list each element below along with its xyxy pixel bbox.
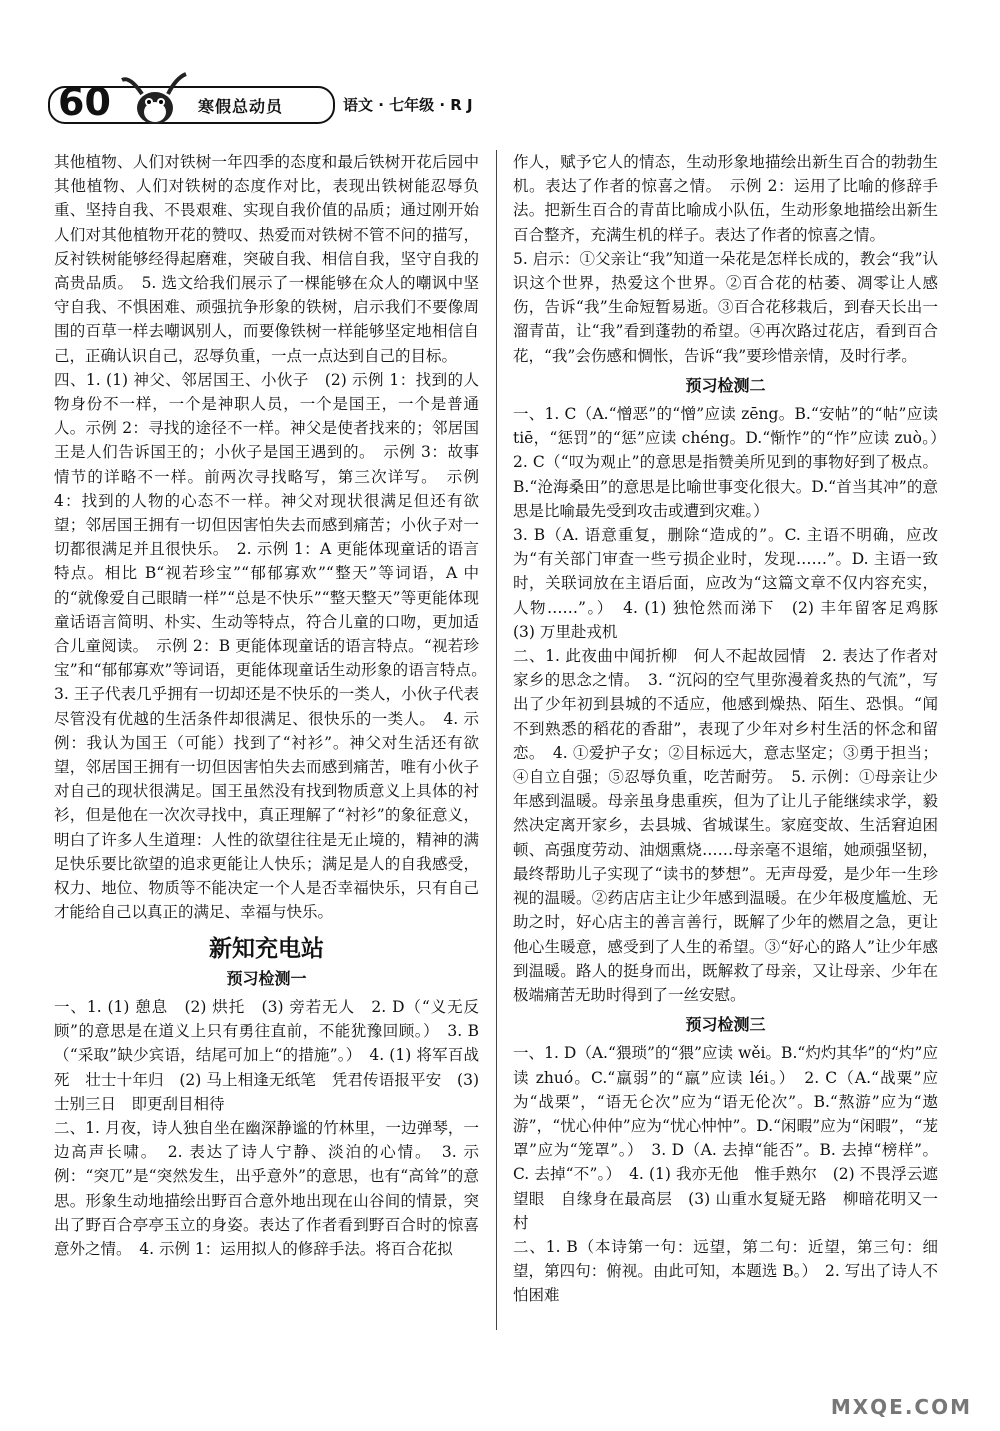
- page-header: [28, 80, 498, 126]
- series-title: 寒假总动员: [198, 97, 284, 116]
- answer-paragraph: 其他植物、人们对铁树一年四季的态度和最后铁树开花后园中其他植物、人们对铁树的态度作对比，表现出铁树能忍辱负重、坚持自我、不畏艰难、实现自我价值的品质；通过刚开始人们对其他植物开花的赞叹、热爱而对铁树不管不问的描写，反衬铁树能够经得起磨难，突破自我、相信自我，坚守自我的高贵品质。 5. 选文给我们展示了一棵能够在众人的嘲讽中坚守自我、不惧困难、顽强抗争形象的铁树，启示我们不要像周围的百草一样去嘲讽别人，而要像铁树一样能够坚定地相信自己，正确认识自己，忍辱负重，一点一点达到自己的目标。: [54, 153, 479, 365]
- subsection-title: 预习检测二: [685, 375, 766, 395]
- subsection-title: 预习检测三: [685, 1015, 766, 1035]
- answer-paragraph: 作人，赋予它人的情态，生动形象地描绘出新生百合的勃勃生机。表达了作者的惊喜之情。 示例 2：运用了比喻的修辞手法。把新生百合的青苗比喻成小队伍，生动形象地描绘出新生百合整齐，充满生机的样子。表达了作者的惊喜之情。: [513, 153, 938, 244]
- answer-paragraph: 二、1. 月夜，诗人独自坐在幽深静谧的竹林里，一边弹琴，一边高声长啸。 2. 表达了诗人宁静、淡泊的心情。 3. 示例：“突兀”是“突然发生，出乎意外”的意思，也有“高耸”的意思。形象生动地描绘出野百合意外地出现在山谷间的情景，突出了野百合亭亭玉立的身姿。表达了作者看到野百合时的惊喜意外之情。 4. 示例 1：运用拟人的修辞手法。将百合花拟: [54, 1118, 479, 1258]
- watermark: MXQE.COM: [830, 1395, 972, 1419]
- left-column: [54, 150, 495, 1261]
- answer-paragraph: 5. 启示：①父亲让“我”知道一朵花是怎样长成的，教会“我”认识这个世界，热爱这个世界。②百合花的枯萎、凋零让人感伤，告诉“我”生命短暂易逝。③百合花移栽后，到春天长出一溜青苗，让“我”看到蓬勃的希望。④再次路过花店，看到百合花，“我”会伤感和惆怅，告诉“我”要珍惜亲情，及时行孝。: [513, 249, 938, 365]
- answer-paragraph: 3. B（A. 语意重复，删除“造成的”。C. 主语不明确，应改为“有关部门审查一些亏损企业时，发现……”。D. 主语一致时，关联词放在主语后面，应改为“这篇文章不仅内容充实，人物……”。） 4. (1) 独怆然而涕下 (2) 丰年留客足鸡豚 (3) 万里赴戎机: [513, 526, 954, 641]
- right-column: [513, 150, 954, 1308]
- answer-paragraph: 二、1. B（本诗第一句：远望，第二句：近望，第三句：细望，第四句：俯视。由此可知，本题选 B。） 2. 写出了诗人不怕困难: [513, 1237, 938, 1305]
- subject-label: 语文 · 七年级 · R J: [343, 96, 473, 114]
- column-divider: [496, 150, 497, 1330]
- section-title: 新知充电站: [209, 935, 324, 962]
- answer-paragraph: 四、1. (1) 神父、邻居国王、小伙子 (2) 示例 1：找到的人物身份不一样，一个是神职人员，一个是国王，一个是普通人。示例 2：寻找的途径不一样。神父是使者找来的；邻居国王是人们告诉国王的；小伙子是国王遇到的。 示例 3：故事情节的详略不一样。前两次寻找略写，第三次详写。 示例 4：找到的人物的心态不一样。神父对现状很满足但还有欲望；邻居国王拥有一切但因害怕失去而感到痛苦；小伙子对一切都很满足并且很快乐。 2. 示例 1：A 更能体现童话的语言特点。相比 B“视若珍宝”“郁郁寡欢”“整天”等词语，A 中的“就像爱自己眼睛一样”“总是不快乐”“整天整天”等更能体现童话语言简明、朴实、生动等特点，符合儿童的口吻，更加适合儿童阅读。 示例 2：B 更能体现童话的语言特点。“视若珍宝”和“郁郁寡欢”等词语，更能体现童话生动形象的语言特点。 3. 王子代表几乎拥有一切却还是不快乐的一类人，小伙子代表尽管没有优越的生活条件却很满足、很快乐的一类人。 4. 示例：我认为国王（可能）找到了“衬衫”。神父对生活还有欲望，邻居国王拥有一切但因害怕失去而感到痛苦，唯有小伙子对自己的现状很满足。国王虽然没有找到物质意义上具体的衬衫，但是他在一次次寻找中，真正理解了“衬衫”的象征意义，明白了许多人生道理：人性的欲望往往是无止境的，精神的满足快乐要比欲望的追求更能让人快乐；满足是人的自我感受，权力、地位、物质等不能决定一个人是否幸福快乐，只有自己才能给自己以真正的满足、幸福与快乐。: [54, 370, 495, 922]
- answer-paragraph: 一、1. (1) 憩息 (2) 烘托 (3) 旁若无人 2. D（“义无反顾”的意思是在道义上只有勇往直前，不能犹豫回顾。） 3. B（“采取”缺少宾语，结尾可加上“的措施”。） 4. (1) 将军百战死 壮士十年归 (2) 马上相逢无纸笔 凭君传语报平安 (3) 士别三日 即更刮目相待: [54, 997, 479, 1113]
- answer-paragraph: 一、1. D（A.“猥琐”的“猥”应读 wěi。B.“灼灼其华”的“灼”应读 zhuó。C.“羸弱”的“羸”应读 léi。） 2. C（A.“战粟”应为“战栗”，“语无仑次”应为“语无伦次”。B.“熬游”应为“遨游”，“忧心仲仲”应为“忧心忡忡”。D.“闲暇”应为“闲暇”，“茏罩”应为“笼罩”。） 3. D（A. 去掉“能否”。B. 去掉“榜样”。C. 去掉“不”。） 4. (1) 我亦无他 惟手熟尔 (2) 不畏浮云遮望眼 自缘身在最高层 (3) 山重水复疑无路 柳暗花明又一村: [513, 1044, 938, 1232]
- page-number: 60: [58, 80, 111, 124]
- mascot-icon: [120, 72, 190, 128]
- answer-paragraph: 一、1. C（A.“憎恶”的“憎”应读 zēng。B.“安帖”的“帖”应读 tiē，“惩罚”的“惩”应读 chéng。D.“惭怍”的“怍”应读 zuò。） 2. C（“叹为观止”的意思是指赞美所见到的事物好到了极点。B.“沧海桑田”的意思是比喻世事变化很大。D.“首当其冲”的意思是比喻最先受到攻击或遭到灾难。）: [513, 405, 954, 520]
- answer-paragraph: 二、1. 此夜曲中闻折柳 何人不起故园情 2. 表达了作者对家乡的思念之情。 3. “沉闷的空气里弥漫着炙热的气流”，写出了少年初到县城的不适应，他感到燥热、陌生、恐惧。“闻不到熟悉的稻花的香甜”，表现了少年对乡村生活的怀念和留恋。 4. ①爱护子女；②目标远大，意志坚定；③勇于担当；④自立自强；⑤忍辱负重，吃苦耐劳。 5. 示例：①母亲让少年感到温暖。母亲虽身患重疾，但为了让儿子能继续求学，毅然决定离开家乡，去县城、省城谋生。家庭变故、生活窘迫困顿、高强度劳动、油烟熏烧……母亲毫不退缩，她顽强坚韧，最终帮助儿子实现了“读书的梦想”。无声母爱，是少年一生珍视的温暖。②药店店主让少年感到温暖。在少年极度尴尬、无助之时，好心店主的善言善行，既解了少年的燃眉之急，更让他心生暖意，感受到了人生的希望。③“好心的路人”让少年感到温暖。路人的挺身而出，既解救了母亲，又让母亲、少年在极端痛苦无助时得到了一丝安慰。: [513, 647, 938, 1004]
- subsection-title: 预习检测一: [226, 968, 307, 988]
